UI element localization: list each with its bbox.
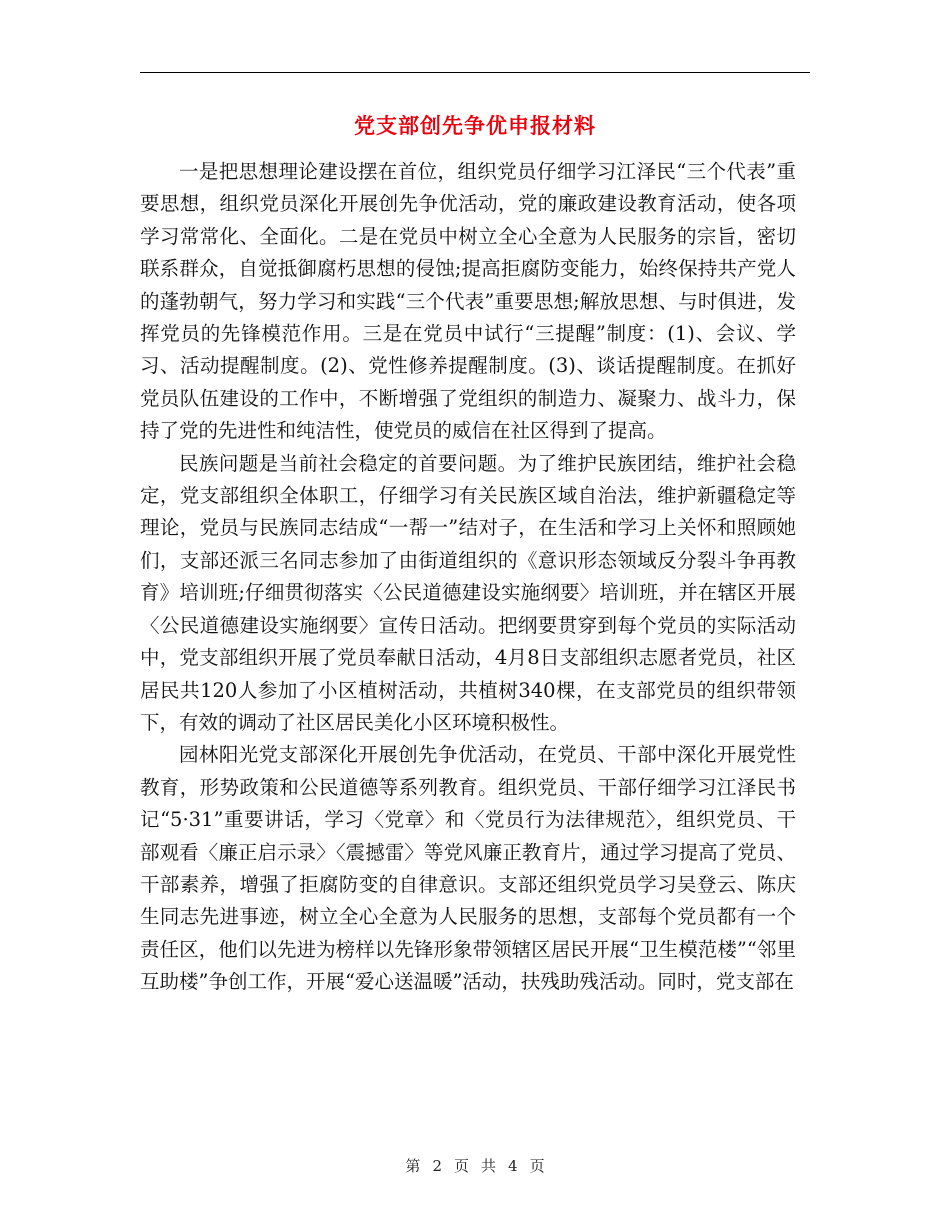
paragraph-2: 民族问题是当前社会稳定的首要问题。为了维护民族团结，维护社会稳定，党支部组织全体职工，仔细学习有关民族区域自治法，维护新疆稳定等理论，党员与民族同志结成“一帮一”结对子，在生活和学习上关怀和照顾她们，支部还派三名同志参加了由街道组织的《意识形态领域反分裂斗争再教育》培训班;仔细贯彻落实〈公民道德建设实施纲要〉培训班，并在辖区开展〈公民道德建设实施纲要〉宣传日活动。把纲要贯穿到每个党员的实际活动中，党支部组织开展了党员奉献日活动，4月8日支部组织志愿者党员，社区居民共120人参加了小区植树活动，共植树340棵，在支部党员的组织带领下，有效的调动了社区居民美化小区环境积极性。 [140,451,796,734]
footer-suffix: 页 [529,1157,545,1175]
page-footer [0,1155,950,1176]
paragraph-3: 园林阳光党支部深化开展创先争优活动，在党员、干部中深化开展党性教育，形势政策和公民道德等系列教育。组织党员、干部仔细学习江泽民书记“5·31”重要讲话，学习〈党章〉和〈党员行为法律规范〉，组织党员、干部观看〈廉正启示录〉〈震撼雷〉等党风廉正教育片，通过学习提高了党员、干部素养，增强了拒腐防变的自律意识。支部还组织党员学习吴登云、陈庆生同志先进事迹，树立全心全意为人民服务的思想，支部每个党员都有一个责任区，他们以先进为榜样以先锋形象带领辖区居民开展“卫生模范楼”“邻里互助楼”争创工作，开展“爱心送温暖”活动，扶残助残活动。同时，党支部在 [140,743,796,994]
footer-prefix: 第 [405,1157,421,1175]
footer-current-page: 2 [432,1157,442,1175]
document-body [140,156,796,999]
footer-total-word: 共 [481,1157,497,1175]
paragraph-1: 一是把思想理论建设摆在首位，组织党员仔细学习江泽民“三个代表”重要思想，组织党员深化开展创先争优活动，党的廉政建设教育活动，使各项学习常常化、全面化。二是在党员中树立全心全意为人民服务的宗旨，密切联系群众，自觉抵御腐朽思想的侵蚀;提高拒腐防变能力，始终保持共产党人的蓬勃朝气，努力学习和实践“三个代表”重要思想;解放思想、与时俱进，发挥党员的先锋模范作用。三是在党员中试行“三提醒”制度：(1)、会议、学习、活动提醒制度。(2)、党性修养提醒制度。(3)、谈话提醒制度。在抓好党员队伍建设的工作中，不断增强了党组织的制造力、凝聚力、战斗力，保持了党的先进性和纯洁性，使党员的威信在社区得到了提高。 [140,160,796,443]
footer-total-pages: 4 [508,1157,518,1175]
footer-page-word: 页 [453,1157,469,1175]
header-rule [140,72,810,73]
document-title: 党支部创先争优申报材料 [354,113,596,138]
